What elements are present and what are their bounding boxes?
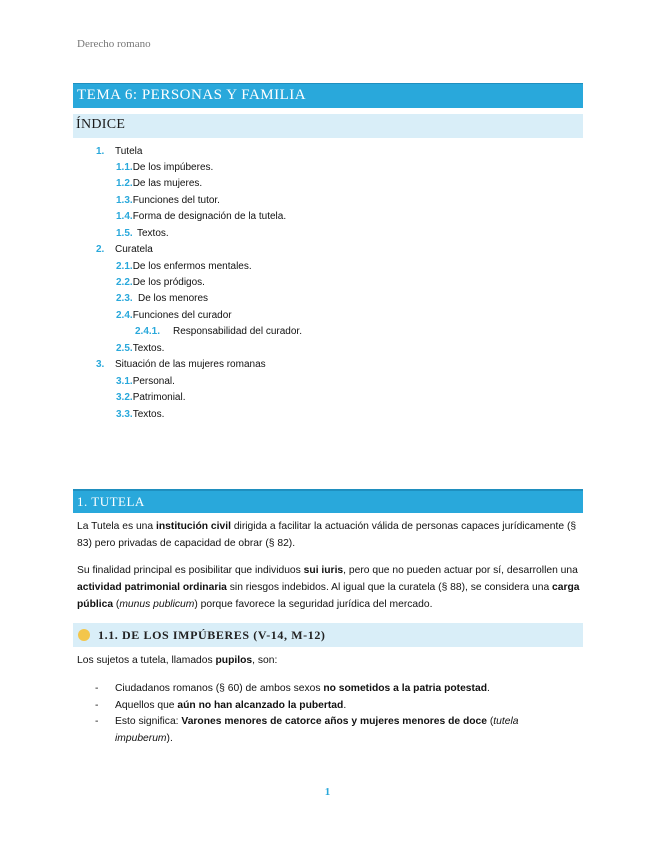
list-item: - Aquellos que aún no han alcanzado la pubertad. — [95, 699, 347, 711]
toc-number: 3.2. — [116, 392, 133, 403]
toc-number: 2.1. — [116, 261, 133, 272]
running-header: Derecho romano — [77, 38, 151, 50]
toc-number: 2.3. — [116, 293, 133, 304]
toc-number: 2. — [96, 244, 105, 255]
paragraph-purpose: Su finalidad principal es posibilitar que individuos sui iuris, pero que no pueden actuar por sí, desarrollen una actividad patrimonial ordinaria sin riesgos indebidos. Al igual que la curatela (§ 88), se considera una carga pública (munus publicum) porque favorece la seguridad jurídica del mercado. — [77, 565, 580, 610]
document-title: TEMA 6: PERSONAS Y FAMILIA — [73, 83, 583, 108]
subsection-heading-impuberes — [73, 623, 583, 647]
toc-number: 1.1. — [116, 162, 133, 173]
toc-number: 2.4. — [116, 310, 133, 321]
section-heading-tutela: 1. TUTELA — [73, 489, 583, 513]
toc-item[interactable]: Personal. — [132, 376, 175, 387]
toc-number: 1.3. — [116, 195, 133, 206]
toc-item[interactable]: Funciones del curador — [132, 310, 232, 321]
toc-item[interactable]: De los enfermos mentales. — [132, 261, 252, 272]
toc-number: 3.1. — [116, 376, 133, 387]
toc-number: 1.4. — [116, 211, 133, 222]
toc-number: 2.2. — [116, 277, 133, 288]
index-heading: ÍNDICE — [73, 114, 583, 138]
toc-number: 3.3. — [116, 409, 133, 420]
toc-item[interactable]: De los menores — [138, 293, 209, 304]
toc-item[interactable]: De los pródigos. — [132, 277, 205, 288]
toc-item-tutela[interactable]: Tutela — [115, 146, 143, 157]
toc-number: 2.5. — [116, 343, 133, 354]
toc-item[interactable]: Textos. — [137, 228, 169, 239]
toc-item-mujeres[interactable]: Situación de las mujeres romanas — [115, 359, 266, 370]
paragraph-definition: La Tutela es una institución civil dirigida a facilitar la actuación válida de personas capaces jurídicamente (§ 83) pero privadas de capacidad de obrar (§ 82). — [77, 521, 577, 549]
emoji-face-icon — [78, 629, 90, 641]
subsection-title: 1.1. DE LOS IMPÚBERES (V-14, M-12) — [98, 627, 326, 642]
toc-item[interactable]: Patrimonial. — [132, 392, 186, 403]
toc-number: 1. — [96, 146, 105, 157]
paragraph-intro: Los sujetos a tutela, llamados pupilos, son: — [77, 655, 278, 666]
list-item: - Esto significa: Varones menores de catorce años y mujeres menores de doce (tutela impuberum). — [95, 716, 519, 744]
toc-item[interactable]: Textos. — [132, 409, 165, 420]
toc-number: 1.2. — [116, 178, 133, 189]
toc-number: 3. — [96, 359, 105, 370]
toc-item[interactable]: De los impúberes. — [132, 162, 214, 173]
toc-item[interactable]: Textos. — [132, 343, 165, 354]
toc-item[interactable]: Funciones del tutor. — [132, 195, 220, 206]
list-item: - Ciudadanos romanos (§ 60) de ambos sexos no sometidos a la patria potestad. — [95, 683, 490, 694]
bullet-list — [95, 681, 575, 747]
toc-item-curatela[interactable]: Curatela — [115, 244, 153, 255]
toc-item[interactable]: Forma de designación de la tutela. — [132, 211, 287, 222]
toc-item[interactable]: De las mujeres. — [132, 178, 203, 189]
toc-number: 1.5. — [116, 228, 133, 239]
toc-item[interactable]: Responsabilidad del curador. — [173, 326, 302, 337]
page-number: 1 — [324, 786, 331, 798]
toc-number: 2.4.1. — [135, 326, 161, 337]
